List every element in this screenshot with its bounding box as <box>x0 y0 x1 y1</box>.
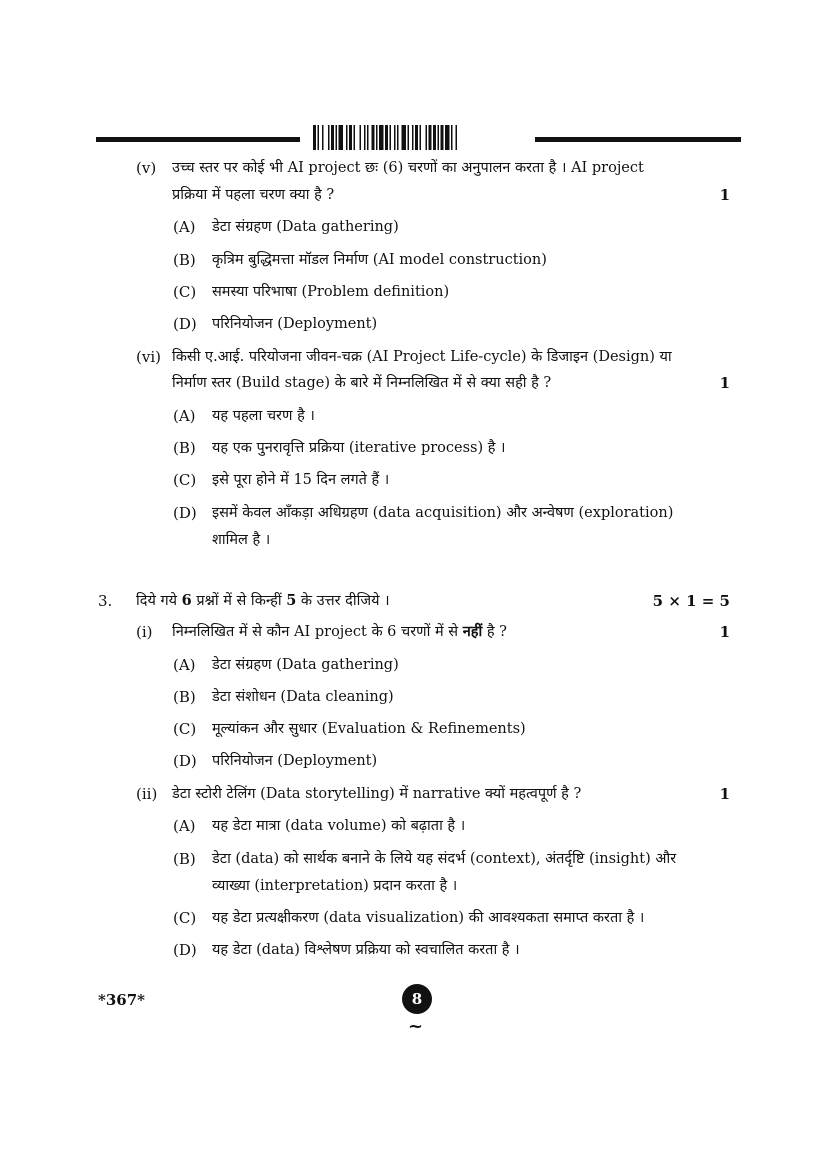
q2-vi-text-line1: किसी ए.आई. परियोजना जीवन-चक्र (AI Project Life-cycle) के डिजाइन (Design) या <box>172 349 672 365</box>
q3-ii-label: (ii) <box>136 785 158 803</box>
q2-v-opt-d-label: (D) <box>173 315 197 333</box>
q3-i-opt-b-text: डेटा संशोधन (Data cleaning) <box>212 689 394 705</box>
q2-v-opt-a-text: डेटा संग्रहण (Data gathering) <box>212 219 399 235</box>
q2-vi-opt-d-label: (D) <box>173 504 197 522</box>
header-rule-right <box>535 137 741 142</box>
q3-i-opt-a-label: (A) <box>173 656 196 674</box>
q2-v-opt-a-label: (A) <box>173 218 196 236</box>
q3-instruction: दिये गये 6 प्रश्नों में से किन्हीं 5 के उत्तर दीजिये । <box>136 592 390 609</box>
q2-vi-label: (vi) <box>136 348 161 366</box>
q2-vi-opt-d-text: इसमें केवल आँकड़ा अधिग्रहण (data acquisition) और अन्वेषण (exploration) <box>212 505 674 521</box>
q3-ii-opt-b-label: (B) <box>173 850 196 868</box>
q2-vi-opt-c-text: इसे पूरा होने में 15 दिन लगते हैं । <box>212 472 390 488</box>
q2-v-opt-b-label: (B) <box>173 251 196 269</box>
q3-ii-text: डेटा स्टोरी टेलिंग (Data storytelling) में narrative क्यों महत्वपूर्ण है ? <box>172 786 582 802</box>
q3-number: 3. <box>98 592 113 610</box>
q3-marks: 5 × 1 = 5 <box>652 592 730 610</box>
page-code: *367* <box>98 991 145 1009</box>
q2-v-marks: 1 <box>719 186 730 204</box>
q2-vi-opt-d-text2: शामिल है । <box>212 532 271 548</box>
q2-v-opt-c-label: (C) <box>173 283 197 301</box>
q3-i-opt-d-label: (D) <box>173 752 197 770</box>
q3-i-opt-c-text: मूल्यांकन और सुधार (Evaluation & Refinements) <box>212 721 526 737</box>
q3-ii-opt-d-label: (D) <box>173 941 197 959</box>
q3-i-opt-b-label: (B) <box>173 688 196 706</box>
q2-v-text-line2: प्रक्रिया में पहला चरण क्या है ? <box>172 187 335 203</box>
q2-v-opt-d-text: परिनियोजन (Deployment) <box>212 316 378 332</box>
q2-vi-opt-b-label: (B) <box>173 439 196 457</box>
q2-vi-opt-c-label: (C) <box>173 471 197 489</box>
page-number: 8 <box>402 984 432 1014</box>
q2-v-opt-c-text: समस्या परिभाषा (Problem definition) <box>212 284 450 300</box>
barcode <box>313 125 512 150</box>
q3-ii-opt-a-text: यह डेटा मात्रा (data volume) को बढ़ाता है । <box>212 818 466 834</box>
q2-vi-opt-b-text: यह एक पुनरावृत्ति प्रक्रिया (iterative process) है । <box>212 440 506 456</box>
footer-mark: ~ <box>408 1016 424 1037</box>
q3-ii-opt-b-text2: व्याख्या (interpretation) प्रदान करता है । <box>212 878 458 894</box>
q2-v-opt-b-text: कृत्रिम बुद्धिमत्ता मॉडल निर्माण (AI model construction) <box>212 252 547 268</box>
q3-i-marks: 1 <box>719 623 730 641</box>
q3-ii-opt-c-text: यह डेटा प्रत्यक्षीकरण (data visualization) की आवश्यकता समाप्त करता है । <box>212 910 645 926</box>
q2-vi-text-line2: निर्माण स्तर (Build stage) के बारे में निम्नलिखित में से क्या सही है ? <box>172 375 552 391</box>
q3-i-opt-a-text: डेटा संग्रहण (Data gathering) <box>212 657 399 673</box>
q3-ii-marks: 1 <box>719 785 730 803</box>
q3-ii-opt-c-label: (C) <box>173 909 197 927</box>
q3-i-text: निम्नलिखित में से कौन AI project के 6 चरणों में से नहीं है ? <box>172 623 507 640</box>
q3-ii-opt-b-text: डेटा (data) को सार्थक बनाने के लिये यह संदर्भ (context), अंतर्दृष्टि (insight) और <box>212 851 677 867</box>
q3-ii-opt-a-label: (A) <box>173 817 196 835</box>
q2-v-label: (v) <box>136 159 157 177</box>
q3-i-opt-d-text: परिनियोजन (Deployment) <box>212 753 378 769</box>
q2-vi-marks: 1 <box>719 374 730 392</box>
q2-v-text-line1: उच्च स्तर पर कोई भी AI project छः (6) चरणों का अनुपालन करता है । AI project <box>172 160 644 176</box>
q3-i-label: (i) <box>136 623 153 641</box>
header-rule-left <box>96 137 300 142</box>
q3-ii-opt-d-text: यह डेटा (data) विश्लेषण प्रक्रिया को स्वचालित करता है । <box>212 942 520 958</box>
q2-vi-opt-a-label: (A) <box>173 407 196 425</box>
q2-vi-opt-a-text: यह पहला चरण है । <box>212 408 315 424</box>
q3-i-opt-c-label: (C) <box>173 720 197 738</box>
